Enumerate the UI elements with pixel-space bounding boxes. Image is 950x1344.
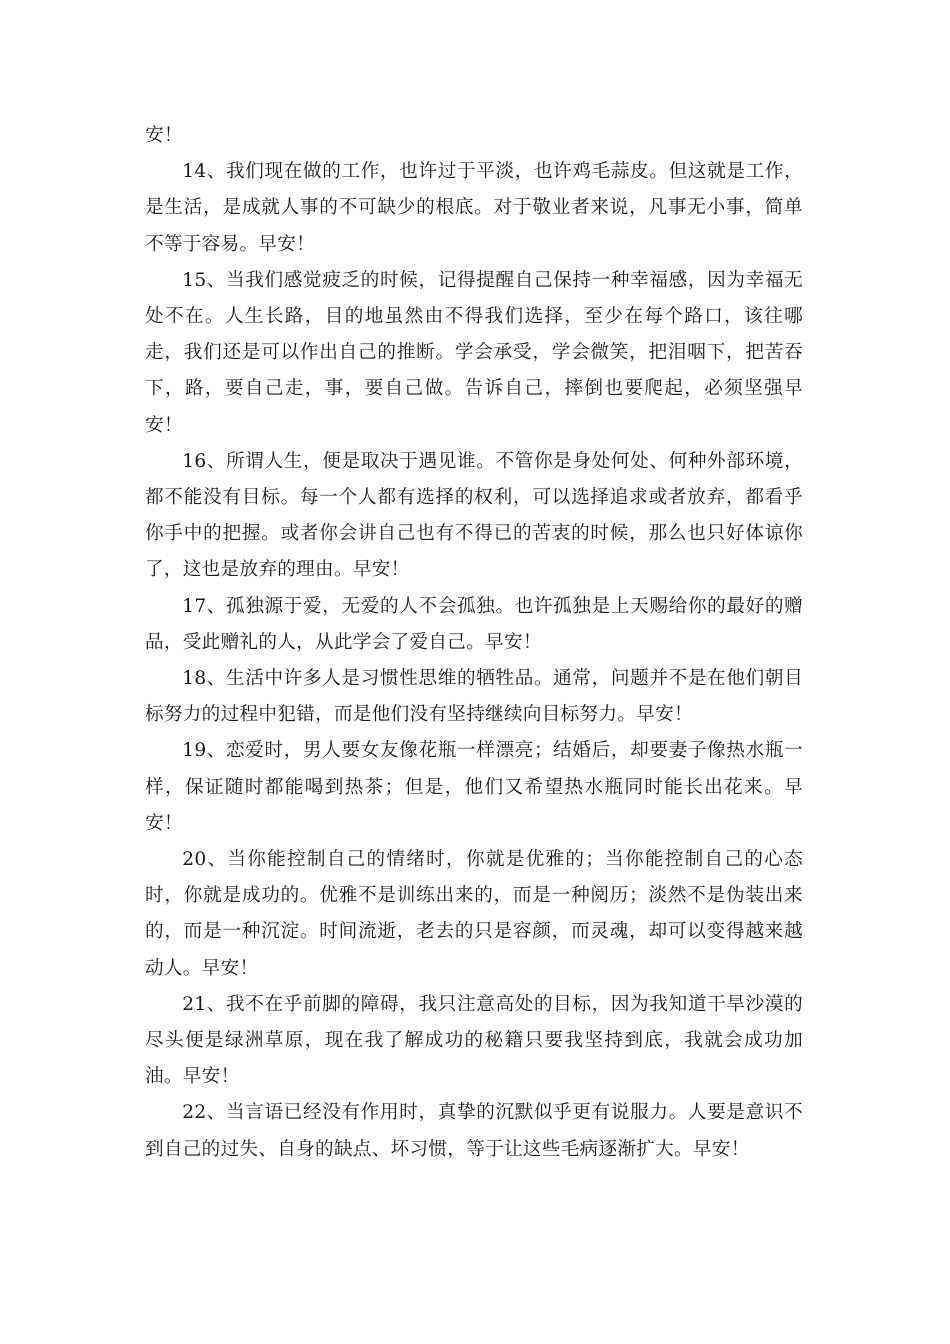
- paragraph-14: 14、我们现在做的工作，也许过于平淡，也许鸡毛蒜皮。但这就是工作，是生活，是成就人事的不可缺少的根底。对于敬业者来说，凡事无小事，简单不等于容易。早安！: [145, 161, 803, 255]
- paragraph-17: 17、孤独源于爱，无爱的人不会孤独。也许孤独是上天赐给你的最好的赠品，受此赠礼的人，从此学会了爱自己。早安！: [145, 595, 803, 653]
- paragraph-22: 22、当言语已经没有作用时，真挚的沉默似乎更有说服力。人要是意识不到自己的过失、自身的缺点、坏习惯，等于让这些毛病逐渐扩大。早安！: [145, 1102, 803, 1160]
- paragraph-19: 19、恋爱时，男人要女友像花瓶一样漂亮；结婚后，却要妻子像热水瓶一样，保证随时都能喝到热茶；但是，他们又希望热水瓶同时能长出花来。早安！: [145, 740, 803, 834]
- paragraph-18: 18、生活中许多人是习惯性思维的牺牲品。通常，问题并不是在他们朝目标努力的过程中犯错，而是他们没有坚持继续向目标努力。早安！: [145, 668, 803, 726]
- paragraph-21: 21、我不在乎前脚的障碍，我只注意高处的目标，因为我知道干旱沙漠的尽头便是绿洲草原，现在我了解成功的秘籍只要我坚持到底，我就会成功加油。早安！: [145, 993, 803, 1088]
- paragraph-20: 20、当你能控制自己的情绪时，你就是优雅的；当你能控制自己的心态时，你就是成功的。优雅不是训练出来的，而是一种阅历；淡然不是伪装出来的，而是一种沉淀。时间流逝，老去的只是容颜，而灵魂，却可以变得越来越动人。早安！: [145, 849, 803, 979]
- document-page: [145, 118, 803, 1168]
- paragraph-15: 15、当我们感觉疲乏的时候，记得提醒自己保持一种幸福感，因为幸福无处不在。人生长路，目的地虽然由不得我们选择，至少在每个路口，该往哪走，我们还是可以作出自己的推断。学会承受，学会微笑，把泪咽下，把苦吞下，路，要自己走，事，要自己做。告诉自己，摔倒也要爬起，必须坚强早安！: [145, 269, 803, 436]
- paragraph-continuation: 安！: [145, 125, 183, 146]
- paragraph-16: 16、所谓人生，便是取决于遇见谁。不管你是身处何处、何种外部环境，都不能没有目标。每一个人都有选择的权利，可以选择追求或者放弃，都看乎你手中的把握。或者你会讲自己也有不得已的苦衷的时候，那么也只好体谅你了，这也是放弃的理由。早安！: [145, 450, 803, 581]
